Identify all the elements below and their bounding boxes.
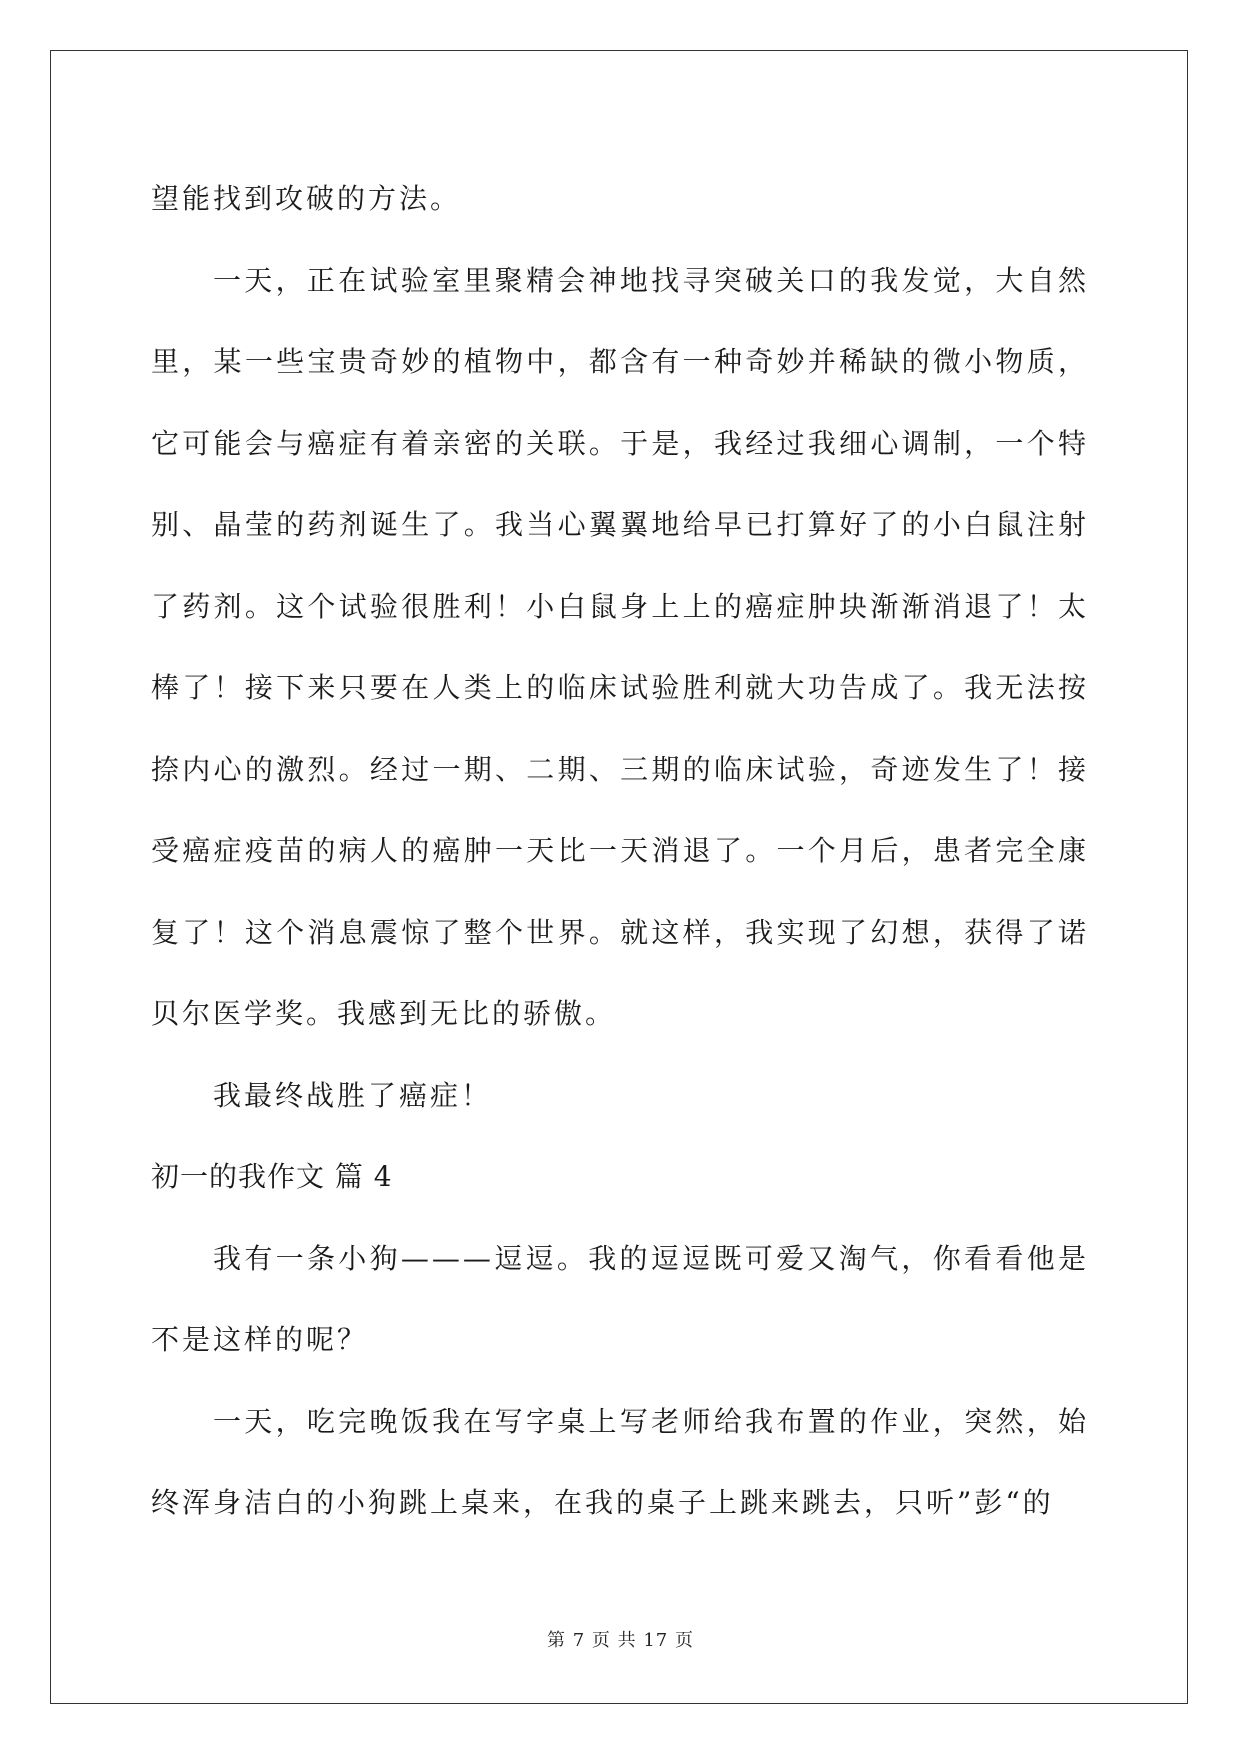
paragraph-continuation: 望能找到攻破的方法。 <box>151 182 462 215</box>
paragraph-dog-intro: 我有一条小狗———逗逗。我的逗逗既可爱又淘气，你看看他是不是这样的呢？ <box>151 1241 1089 1356</box>
page-number-footer: 第 7 页 共 17 页 <box>547 1630 694 1651</box>
document-body <box>151 158 1089 1544</box>
paragraph-experiment: 一天，正在试验室里聚精会神地找寻突破关口的我发觉，大自然里，某一些宝贵奇妙的植物中，都含有一种奇妙并稀缺的微小物质，它可能会与癌症有着亲密的关联。于是，我经过我细心调制，一个特别、晶莹的药剂诞生了。我当心翼翼地给早已打算好了的小白鼠注射了药剂。这个试验很胜利！小白鼠身上上的癌症肿块渐渐消退了！太棒了！接下来只要在人类上的临床试验胜利就大功告成了。我无法按捺内心的激烈。经过一期、二期、三期的临床试验，奇迹发生了！接受癌症疫苗的病人的癌肿一天比一天消退了。一个月后，患者完全康复了！这个消息震惊了整个世界。就这样，我实现了幻想，获得了诺贝尔医学奖。我感到无比的骄傲。 <box>151 263 1089 1030</box>
paragraph-victory: 我最终战胜了癌症！ <box>213 1078 493 1112</box>
section-heading: 初一的我作文 篇 4 <box>151 1160 393 1193</box>
paragraph-dog-story: 一天，吃完晚饭我在写字桌上写老师给我布置的作业，突然，始终浑身洁白的小狗跳上桌来，在我的桌子上跳来跳去，只听”彭“的 <box>151 1404 1089 1519</box>
